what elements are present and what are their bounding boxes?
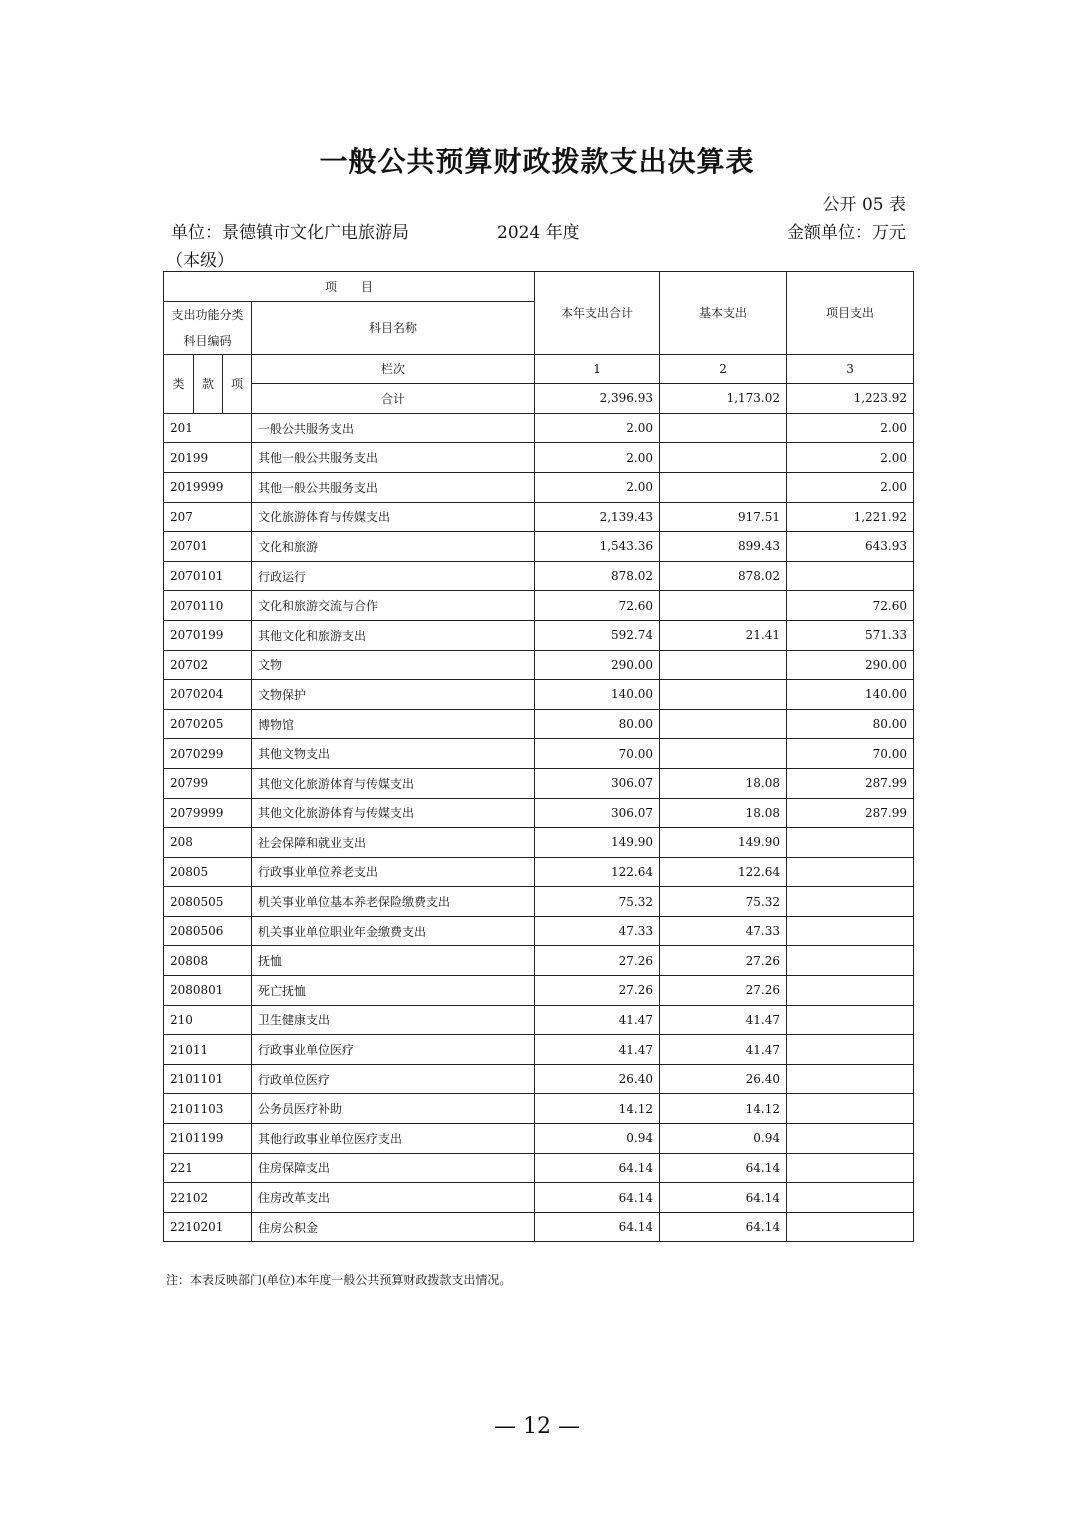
row-basic: 917.51 — [660, 502, 787, 532]
row-total: 306.07 — [535, 768, 660, 798]
row-basic — [660, 443, 787, 473]
row-basic: 64.14 — [660, 1183, 787, 1213]
row-basic — [660, 650, 787, 680]
row-total: 41.47 — [535, 1005, 660, 1035]
row-project — [787, 916, 914, 946]
header-col-basic: 基本支出 — [660, 272, 787, 355]
row-subject-name: 行政单位医疗 — [252, 1064, 535, 1094]
row-basic — [660, 591, 787, 621]
row-subject-name: 文化旅游体育与传媒支出 — [252, 502, 535, 532]
amount-unit: 金额单位：万元 — [787, 223, 906, 243]
row-basic: 27.26 — [660, 946, 787, 976]
row-total: 70.00 — [535, 739, 660, 769]
sum-project: 1,223.92 — [787, 384, 914, 414]
row-project — [787, 857, 914, 887]
row-basic — [660, 709, 787, 739]
row-code: 2070199 — [164, 620, 252, 650]
header-kuan: 款 — [194, 354, 223, 413]
col-no-1: 1 — [535, 354, 660, 384]
row-total: 140.00 — [535, 680, 660, 710]
row-total: 75.32 — [535, 887, 660, 917]
func-class-line2: 科目编码 — [183, 333, 232, 348]
row-basic: 18.08 — [660, 768, 787, 798]
row-subject-name: 住房公积金 — [252, 1212, 535, 1242]
reporting-unit: 单位：景德镇市文化广电旅游局 — [171, 223, 409, 243]
header-subject-name: 科目名称 — [252, 301, 535, 354]
row-code: 207 — [164, 502, 252, 532]
row-project: 2.00 — [787, 413, 914, 443]
row-project — [787, 1035, 914, 1065]
row-basic: 47.33 — [660, 916, 787, 946]
row-subject-name: 其他行政事业单位医疗支出 — [252, 1124, 535, 1154]
row-project: 2.00 — [787, 443, 914, 473]
row-total: 27.26 — [535, 976, 660, 1006]
row-subject-name: 其他文化旅游体育与传媒支出 — [252, 798, 535, 828]
row-subject-name: 其他文化和旅游支出 — [252, 620, 535, 650]
table-row — [164, 443, 914, 473]
page-number: — 12 — — [494, 1414, 580, 1439]
row-project: 2.00 — [787, 472, 914, 502]
row-subject-name: 机关事业单位基本养老保险缴费支出 — [252, 887, 535, 917]
row-project: 80.00 — [787, 709, 914, 739]
table-row — [164, 532, 914, 562]
table-row — [164, 472, 914, 502]
table-row — [164, 976, 914, 1006]
row-basic: 14.12 — [660, 1094, 787, 1124]
row-project: 287.99 — [787, 798, 914, 828]
row-basic: 64.14 — [660, 1153, 787, 1183]
table-row — [164, 1212, 914, 1242]
row-total: 1,543.36 — [535, 532, 660, 562]
row-code: 20199 — [164, 443, 252, 473]
table-row — [164, 680, 914, 710]
func-class-line1: 支出功能分类 — [171, 307, 244, 322]
row-basic: 41.47 — [660, 1035, 787, 1065]
row-subject-name: 住房改革支出 — [252, 1183, 535, 1213]
row-project — [787, 1064, 914, 1094]
row-basic — [660, 472, 787, 502]
row-subject-name: 行政运行 — [252, 561, 535, 591]
row-project — [787, 976, 914, 1006]
header-project: 项 目 — [164, 272, 535, 302]
table-row — [164, 798, 914, 828]
row-code: 2070101 — [164, 561, 252, 591]
row-project — [787, 946, 914, 976]
col-no-2: 2 — [660, 354, 787, 384]
row-project — [787, 1212, 914, 1242]
row-total: 41.47 — [535, 1035, 660, 1065]
row-basic: 122.64 — [660, 857, 787, 887]
row-subject-name: 一般公共服务支出 — [252, 413, 535, 443]
row-total: 72.60 — [535, 591, 660, 621]
row-code: 20808 — [164, 946, 252, 976]
row-basic — [660, 680, 787, 710]
row-total: 2,139.43 — [535, 502, 660, 532]
row-total: 2.00 — [535, 443, 660, 473]
budget-table — [163, 271, 914, 1242]
table-row — [164, 1153, 914, 1183]
row-code: 2080506 — [164, 916, 252, 946]
row-code: 2079999 — [164, 798, 252, 828]
table-row — [164, 502, 914, 532]
table-row — [164, 561, 914, 591]
col-no-3: 3 — [787, 354, 914, 384]
row-basic: 26.40 — [660, 1064, 787, 1094]
row-subject-name: 博物馆 — [252, 709, 535, 739]
row-basic: 18.08 — [660, 798, 787, 828]
row-project — [787, 887, 914, 917]
row-total: 64.14 — [535, 1212, 660, 1242]
row-project — [787, 561, 914, 591]
table-row — [164, 887, 914, 917]
row-subject-name: 其他文物支出 — [252, 739, 535, 769]
row-subject-name: 文化和旅游 — [252, 532, 535, 562]
row-basic: 21.41 — [660, 620, 787, 650]
row-total: 64.14 — [535, 1153, 660, 1183]
row-total: 26.40 — [535, 1064, 660, 1094]
row-total: 0.94 — [535, 1124, 660, 1154]
row-project — [787, 1005, 914, 1035]
table-row — [164, 857, 914, 887]
row-project — [787, 1124, 914, 1154]
sum-basic: 1,173.02 — [660, 384, 787, 414]
row-basic: 899.43 — [660, 532, 787, 562]
row-subject-name: 文化和旅游交流与合作 — [252, 591, 535, 621]
row-project: 571.33 — [787, 620, 914, 650]
row-basic: 0.94 — [660, 1124, 787, 1154]
row-code: 2210201 — [164, 1212, 252, 1242]
row-code: 20701 — [164, 532, 252, 562]
row-code: 20799 — [164, 768, 252, 798]
header-col-total: 本年支出合计 — [535, 272, 660, 355]
row-total: 290.00 — [535, 650, 660, 680]
row-basic — [660, 739, 787, 769]
table-row — [164, 413, 914, 443]
row-code: 2101103 — [164, 1094, 252, 1124]
row-project: 290.00 — [787, 650, 914, 680]
row-basic: 75.32 — [660, 887, 787, 917]
row-total: 149.90 — [535, 828, 660, 858]
sum-label: 合计 — [252, 384, 535, 414]
table-row — [164, 946, 914, 976]
form-number: 公开 05 表 — [822, 195, 906, 215]
row-code: 208 — [164, 828, 252, 858]
row-basic: 878.02 — [660, 561, 787, 591]
row-code: 210 — [164, 1005, 252, 1035]
row-subject-name: 行政事业单位医疗 — [252, 1035, 535, 1065]
row-basic: 149.90 — [660, 828, 787, 858]
row-basic: 27.26 — [660, 976, 787, 1006]
row-code: 221 — [164, 1153, 252, 1183]
row-code: 20702 — [164, 650, 252, 680]
header-column-order: 栏次 — [252, 354, 535, 384]
row-total: 2.00 — [535, 413, 660, 443]
row-code: 2019999 — [164, 472, 252, 502]
header-func-class — [164, 301, 252, 354]
table-row — [164, 739, 914, 769]
row-total: 592.74 — [535, 620, 660, 650]
row-project: 643.93 — [787, 532, 914, 562]
row-code: 201 — [164, 413, 252, 443]
row-basic — [660, 413, 787, 443]
row-total: 2.00 — [535, 472, 660, 502]
row-code: 22102 — [164, 1183, 252, 1213]
row-subject-name: 社会保障和就业支出 — [252, 828, 535, 858]
table-row — [164, 828, 914, 858]
table-row — [164, 1094, 914, 1124]
row-subject-name: 机关事业单位职业年金缴费支出 — [252, 916, 535, 946]
row-code: 2101199 — [164, 1124, 252, 1154]
row-total: 306.07 — [535, 798, 660, 828]
table-note: 注：本表反映部门(单位)本年度一般公共预算财政拨款支出情况。 — [166, 1273, 512, 1287]
row-subject-name: 其他一般公共服务支出 — [252, 443, 535, 473]
table-row — [164, 620, 914, 650]
row-project — [787, 828, 914, 858]
row-subject-name: 抚恤 — [252, 946, 535, 976]
row-total: 64.14 — [535, 1183, 660, 1213]
row-code: 2080505 — [164, 887, 252, 917]
header-lei: 类 — [164, 354, 194, 413]
table-row — [164, 650, 914, 680]
row-code: 21011 — [164, 1035, 252, 1065]
row-code: 2070299 — [164, 739, 252, 769]
row-project — [787, 1183, 914, 1213]
unit-level: （本级） — [166, 251, 234, 271]
row-project — [787, 1094, 914, 1124]
table-row — [164, 1005, 914, 1035]
row-project: 70.00 — [787, 739, 914, 769]
row-basic: 64.14 — [660, 1212, 787, 1242]
row-project: 1,221.92 — [787, 502, 914, 532]
table-row — [164, 709, 914, 739]
sum-total: 2,396.93 — [535, 384, 660, 414]
row-subject-name: 卫生健康支出 — [252, 1005, 535, 1035]
row-project: 287.99 — [787, 768, 914, 798]
row-subject-name: 其他文化旅游体育与传媒支出 — [252, 768, 535, 798]
row-project — [787, 1153, 914, 1183]
row-subject-name: 行政事业单位养老支出 — [252, 857, 535, 887]
row-project: 72.60 — [787, 591, 914, 621]
row-code: 2070205 — [164, 709, 252, 739]
row-code: 2101101 — [164, 1064, 252, 1094]
table-row — [164, 1035, 914, 1065]
row-basic: 41.47 — [660, 1005, 787, 1035]
table-row — [164, 916, 914, 946]
row-subject-name: 文物 — [252, 650, 535, 680]
table-row — [164, 1124, 914, 1154]
row-total: 122.64 — [535, 857, 660, 887]
row-subject-name: 住房保障支出 — [252, 1153, 535, 1183]
row-subject-name: 公务员医疗补助 — [252, 1094, 535, 1124]
row-total: 47.33 — [535, 916, 660, 946]
header-col-project: 项目支出 — [787, 272, 914, 355]
row-total: 878.02 — [535, 561, 660, 591]
row-code: 2080801 — [164, 976, 252, 1006]
row-code: 2070204 — [164, 680, 252, 710]
table-row — [164, 768, 914, 798]
fiscal-year: 2024 年度 — [497, 223, 580, 243]
row-total: 27.26 — [535, 946, 660, 976]
table-row — [164, 1183, 914, 1213]
row-total: 14.12 — [535, 1094, 660, 1124]
row-code: 20805 — [164, 857, 252, 887]
report-title: 一般公共预算财政拨款支出决算表 — [319, 145, 755, 178]
row-total: 80.00 — [535, 709, 660, 739]
table-row — [164, 591, 914, 621]
header-xiang: 项 — [223, 354, 252, 413]
row-subject-name: 文物保护 — [252, 680, 535, 710]
row-subject-name: 其他一般公共服务支出 — [252, 472, 535, 502]
table-row — [164, 1064, 914, 1094]
row-subject-name: 死亡抚恤 — [252, 976, 535, 1006]
row-project: 140.00 — [787, 680, 914, 710]
row-code: 2070110 — [164, 591, 252, 621]
